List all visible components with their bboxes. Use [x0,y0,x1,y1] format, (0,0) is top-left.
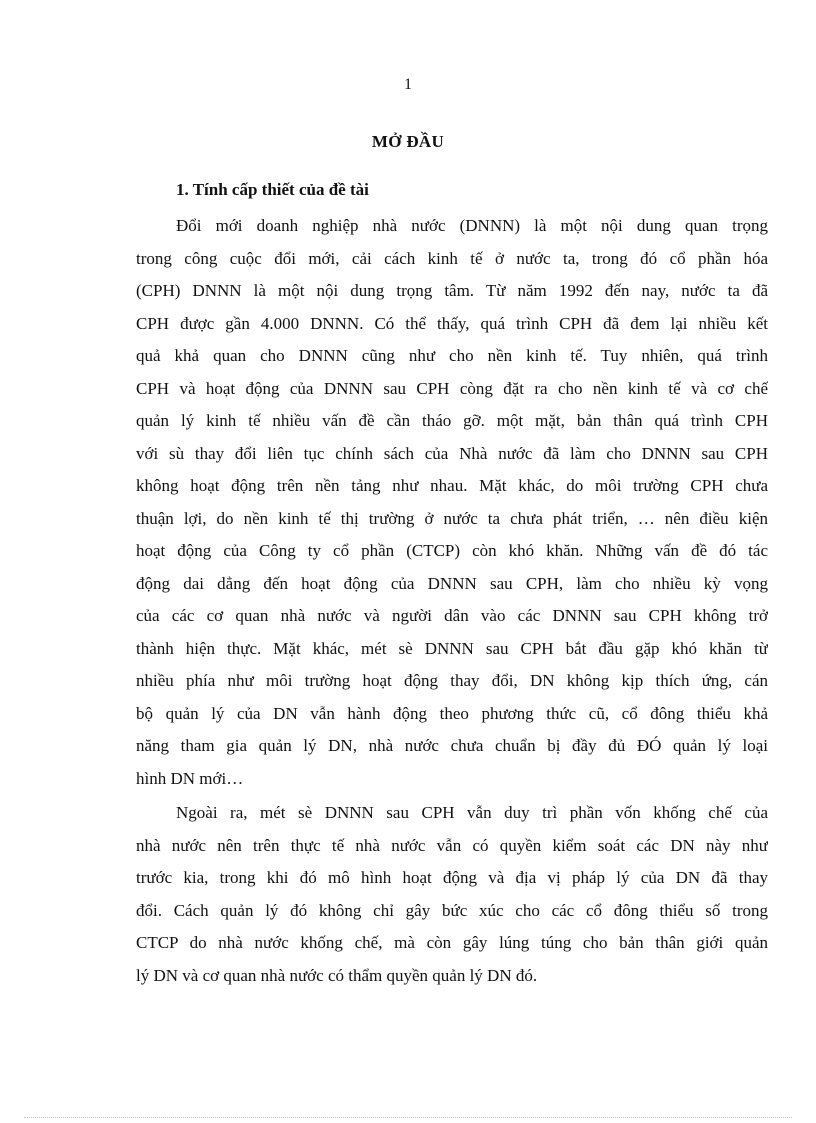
text-line: thuận lợi, do nền kinh tế thị trường ở nước ta chưa phát triển, … nên điều kiện [136,508,768,528]
text-line: CTCP do nhà nước khống chế, mà còn gây lúng túng cho bản thân giới quản [136,933,768,952]
text-line: đổi. Cách quản lý đó không chỉ gây bức xúc cho các cổ đông thiểu số trong [136,900,768,920]
text-line: CPH được gần 4.000 DNNN. Có thể thấy, quá trình CPH đã đem lại nhiều kết [136,313,768,333]
text-line: nhiều phía như môi trường hoạt động thay đổi, DN không kịp thích ứng, cán [136,671,768,690]
text-line: nhà nước nên trên thực tế nhà nước vẫn có quyền kiểm soát các DN này như [136,835,768,855]
section-title: 1. Tính cấp thiết của đề tài [176,180,369,199]
paragraph-1 [136,210,768,795]
text-line: Đổi mới doanh nghiệp nhà nước (DNNN) là một nội dung quan trọng [176,216,768,235]
text-line: bộ quản lý của DN vẫn hành động theo phương thức cũ, cổ đông thiểu khả [136,703,768,723]
text-line: với sù thay đổi liên tục chính sách của Nhà nước đã làm cho DNNN sau CPH [136,443,768,463]
text-line: trước kia, trong khi đó mô hình hoạt động và địa vị pháp lý của DN đã thay [136,868,768,887]
paragraph-2 [136,797,768,992]
text-line: năng tham gia quản lý DN, nhà nước chưa chuẩn bị đầy đủ ĐÓ quản lý loại [136,736,768,755]
page-bottom-divider [24,1117,792,1118]
text-line: không hoạt động trên nền tảng như nhau. Mặt khác, do môi trường CPH chưa [136,476,768,495]
text-line: hoạt động của Công ty cổ phần (CTCP) còn khó khăn. Những vấn đề đó tác [136,541,768,560]
text-line: động dai dẳng đến hoạt động của DNNN sau CPH, làm cho nhiều kỳ vọng [136,573,768,593]
text-line: (CPH) DNNN là một nội dung trọng tâm. Từ năm 1992 đến nay, nước ta đã [136,281,768,300]
text-line: thành hiện thực. Mặt khác, mét sè DNNN sau CPH bắt đầu gặp khó khăn từ [136,638,768,658]
document-heading: MỞ ĐẦU [371,132,445,151]
text-line: của các cơ quan nhà nước và người dân vào các DNNN sau CPH không trở [136,606,768,625]
text-line: lý DN và cơ quan nhà nước có thẩm quyền quản lý DN đó. [136,965,538,985]
text-line: trong công cuộc đổi mới, cải cách kinh tế ở nước ta, trong đó cổ phần hóa [136,248,768,268]
page-number: 1 [404,76,412,93]
text-line: Ngoài ra, mét sè DNNN sau CPH vẫn duy trì phần vốn khống chế của [176,803,768,822]
text-line: hình DN mới… [136,768,244,788]
text-line: quản lý kinh tế nhiều vấn đề cần tháo gỡ. một mặt, bản thân quá trình CPH [136,411,768,430]
text-line: CPH và hoạt động của DNNN sau CPH còng đặt ra cho nền kinh tế và cơ chế [136,378,768,398]
text-line: quả khả quan cho DNNN cũng như cho nền kinh tế. Tuy nhiên, quá trình [136,346,768,365]
